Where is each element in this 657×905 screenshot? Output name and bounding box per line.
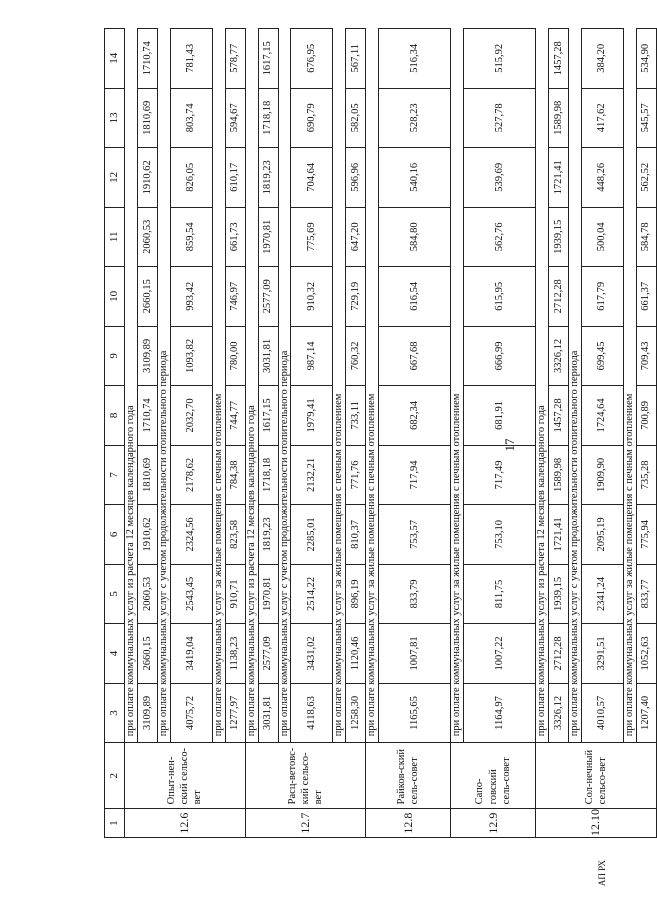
- rotated-table-wrapper: [104, 28, 652, 838]
- value-cell: 1617,15: [258, 386, 278, 446]
- value-cell: 717,49: [464, 445, 536, 505]
- data-row: [636, 29, 656, 838]
- value-cell: 2285,01: [291, 505, 333, 565]
- value-cell: 567,11: [346, 29, 366, 89]
- value-cell: 1939,15: [549, 564, 569, 624]
- value-cell: 4118,63: [291, 683, 333, 743]
- tariff-table: [104, 28, 657, 838]
- data-row: [291, 29, 333, 838]
- header-row: [105, 29, 125, 838]
- value-cell: 780,00: [225, 326, 245, 386]
- section-row: [125, 29, 138, 838]
- value-cell: 690,79: [291, 88, 333, 148]
- value-cell: 3326,12: [549, 683, 569, 743]
- value-cell: 1970,81: [258, 207, 278, 267]
- value-cell: 661,73: [225, 207, 245, 267]
- settlement-name: Сапо-говский сель-совет: [451, 743, 536, 809]
- column-header: 2: [105, 743, 125, 809]
- value-cell: 910,71: [225, 564, 245, 624]
- section-row: [158, 29, 171, 838]
- column-header: 10: [105, 267, 125, 327]
- data-row: [379, 29, 451, 838]
- value-cell: 3031,81: [258, 683, 278, 743]
- value-cell: 717,94: [379, 445, 451, 505]
- value-cell: 3109,89: [138, 326, 158, 386]
- value-cell: 1721,41: [549, 148, 569, 208]
- data-row: [170, 29, 212, 838]
- settlement-name: Райков-ский сель-совет: [366, 743, 451, 809]
- section-row: [245, 29, 258, 838]
- value-cell: 1819,23: [258, 505, 278, 565]
- column-header: 13: [105, 88, 125, 148]
- value-cell: 2660,15: [138, 624, 158, 684]
- value-cell: 1721,41: [549, 505, 569, 565]
- value-cell: 699,45: [581, 326, 623, 386]
- value-cell: 2514,22: [291, 564, 333, 624]
- value-cell: 2660,15: [138, 267, 158, 327]
- value-cell: 2060,53: [138, 207, 158, 267]
- section-row: [569, 29, 582, 838]
- data-row: [581, 29, 623, 838]
- value-cell: 1724,64: [581, 386, 623, 446]
- value-cell: 534,90: [636, 29, 656, 89]
- value-cell: 1138,23: [225, 624, 245, 684]
- value-cell: 744,77: [225, 386, 245, 446]
- value-cell: 1277,97: [225, 683, 245, 743]
- value-cell: 733,11: [346, 386, 366, 446]
- value-cell: 709,43: [636, 326, 656, 386]
- column-header: 12: [105, 148, 125, 208]
- value-cell: 596,96: [346, 148, 366, 208]
- section-row: [278, 29, 291, 838]
- value-cell: 1052,63: [636, 624, 656, 684]
- value-cell: 682,34: [379, 386, 451, 446]
- value-cell: 647,20: [346, 207, 366, 267]
- value-cell: 384,20: [581, 29, 623, 89]
- column-header: 1: [105, 809, 125, 838]
- value-cell: 1718,18: [258, 88, 278, 148]
- value-cell: 1007,81: [379, 624, 451, 684]
- column-header: 6: [105, 505, 125, 565]
- value-cell: 527,78: [464, 88, 536, 148]
- settlement-name: Расц-ветовс-кий сельсо-вет: [245, 743, 366, 809]
- value-cell: 2324,56: [170, 505, 212, 565]
- value-cell: 2132,21: [291, 445, 333, 505]
- value-cell: 823,58: [225, 505, 245, 565]
- value-cell: 1007,22: [464, 624, 536, 684]
- value-cell: 539,69: [464, 148, 536, 208]
- section-row: [366, 29, 379, 838]
- value-cell: 1457,28: [549, 29, 569, 89]
- value-cell: 811,75: [464, 564, 536, 624]
- value-cell: 584,78: [636, 207, 656, 267]
- value-cell: 1810,69: [138, 445, 158, 505]
- column-header: 7: [105, 445, 125, 505]
- value-cell: 1710,74: [138, 29, 158, 89]
- value-cell: 775,69: [291, 207, 333, 267]
- value-cell: 753,57: [379, 505, 451, 565]
- value-cell: 2543,45: [170, 564, 212, 624]
- value-cell: 500,04: [581, 207, 623, 267]
- value-cell: 3326,12: [549, 326, 569, 386]
- column-header: 3: [105, 683, 125, 743]
- section-heading: при оплате коммунальных услуг из расчета 12 месяцев календарного года: [125, 29, 138, 743]
- data-row: [464, 29, 536, 838]
- value-cell: 578,77: [225, 29, 245, 89]
- value-cell: 3031,81: [258, 326, 278, 386]
- value-cell: 681,91: [464, 386, 536, 446]
- value-cell: 784,38: [225, 445, 245, 505]
- value-cell: 1710,74: [138, 386, 158, 446]
- data-row: [549, 29, 569, 838]
- value-cell: 1718,18: [258, 445, 278, 505]
- value-cell: 896,19: [346, 564, 366, 624]
- row-code: 12.10: [536, 809, 657, 838]
- value-cell: 582,05: [346, 88, 366, 148]
- value-cell: 833,79: [379, 564, 451, 624]
- value-cell: 584,80: [379, 207, 451, 267]
- value-cell: 1939,15: [549, 207, 569, 267]
- value-cell: 803,74: [170, 88, 212, 148]
- value-cell: 3419,04: [170, 624, 212, 684]
- value-cell: 771,76: [346, 445, 366, 505]
- value-cell: 810,37: [346, 505, 366, 565]
- table-body: [105, 29, 657, 838]
- row-code: 12.9: [451, 809, 536, 838]
- value-cell: 2577,09: [258, 624, 278, 684]
- value-cell: 3431,02: [291, 624, 333, 684]
- value-cell: 594,67: [225, 88, 245, 148]
- value-cell: 661,37: [636, 267, 656, 327]
- value-cell: 987,14: [291, 326, 333, 386]
- section-heading: при оплате коммунальных услуг с учетом продолжительности отопительного периода: [158, 29, 171, 743]
- value-cell: 1093,82: [170, 326, 212, 386]
- footer-mark-rotated: АП РХ: [597, 859, 607, 887]
- section-row: [536, 29, 549, 838]
- data-row: [258, 29, 278, 838]
- section-heading: при оплате коммунальных услуг за жилые помещения с печным отоплением: [623, 29, 636, 743]
- section-heading: при оплате коммунальных услуг за жилые помещения с печным отоплением: [366, 29, 379, 743]
- section-row: [451, 29, 464, 838]
- value-cell: 1910,62: [138, 505, 158, 565]
- value-cell: 2060,53: [138, 564, 158, 624]
- value-cell: 1589,98: [549, 445, 569, 505]
- value-cell: 775,94: [636, 505, 656, 565]
- value-cell: 760,32: [346, 326, 366, 386]
- value-cell: 1810,69: [138, 88, 158, 148]
- value-cell: 448,26: [581, 148, 623, 208]
- value-cell: 729,19: [346, 267, 366, 327]
- column-header: 11: [105, 207, 125, 267]
- value-cell: 859,54: [170, 207, 212, 267]
- value-cell: 2341,24: [581, 564, 623, 624]
- section-heading: при оплате коммунальных услуг из расчета 12 месяцев календарного года: [536, 29, 549, 743]
- value-cell: 2577,09: [258, 267, 278, 327]
- value-cell: 676,95: [291, 29, 333, 89]
- value-cell: 753,10: [464, 505, 536, 565]
- value-cell: 781,43: [170, 29, 212, 89]
- value-cell: 1979,41: [291, 386, 333, 446]
- value-cell: 1165,65: [379, 683, 451, 743]
- value-cell: 910,32: [291, 267, 333, 327]
- value-cell: 735,28: [636, 445, 656, 505]
- column-header: 5: [105, 564, 125, 624]
- value-cell: 4075,72: [170, 683, 212, 743]
- value-cell: 540,16: [379, 148, 451, 208]
- row-code: 12.7: [245, 809, 366, 838]
- value-cell: 562,76: [464, 207, 536, 267]
- value-cell: 2095,19: [581, 505, 623, 565]
- value-cell: 993,42: [170, 267, 212, 327]
- value-cell: 1589,98: [549, 88, 569, 148]
- value-cell: 1207,40: [636, 683, 656, 743]
- data-row: [138, 29, 158, 838]
- value-cell: 1457,28: [549, 386, 569, 446]
- section-heading: при оплате коммунальных услуг за жилые помещения с печным отоплением: [451, 29, 464, 743]
- row-code: 12.8: [366, 809, 451, 838]
- value-cell: 1164,97: [464, 683, 536, 743]
- value-cell: 417,62: [581, 88, 623, 148]
- value-cell: 666,99: [464, 326, 536, 386]
- section-heading: при оплате коммунальных услуг с учетом продолжительности отопительного периода: [569, 29, 582, 743]
- column-header: 9: [105, 326, 125, 386]
- value-cell: 3291,51: [581, 624, 623, 684]
- value-cell: 826,05: [170, 148, 212, 208]
- value-cell: 2032,70: [170, 386, 212, 446]
- value-cell: 1120,46: [346, 624, 366, 684]
- value-cell: 515,92: [464, 29, 536, 89]
- section-row: [212, 29, 225, 838]
- value-cell: 516,34: [379, 29, 451, 89]
- data-row: [225, 29, 245, 838]
- section-heading: при оплате коммунальных услуг из расчета 12 месяцев календарного года: [245, 29, 258, 743]
- value-cell: 700,89: [636, 386, 656, 446]
- value-cell: 1909,90: [581, 445, 623, 505]
- value-cell: 1819,23: [258, 148, 278, 208]
- value-cell: 1910,62: [138, 148, 158, 208]
- column-header: 14: [105, 29, 125, 89]
- page-number-rotated: 17: [502, 438, 517, 452]
- value-cell: 667,68: [379, 326, 451, 386]
- value-cell: 528,23: [379, 88, 451, 148]
- value-cell: 2178,62: [170, 445, 212, 505]
- value-cell: 746,97: [225, 267, 245, 327]
- value-cell: 704,64: [291, 148, 333, 208]
- value-cell: 562,52: [636, 148, 656, 208]
- data-row: [346, 29, 366, 838]
- section-row: [623, 29, 636, 838]
- section-heading: при оплате коммунальных услуг с учетом продолжительности отопительного периода: [278, 29, 291, 743]
- section-row: [333, 29, 346, 838]
- value-cell: 1617,15: [258, 29, 278, 89]
- value-cell: 833,77: [636, 564, 656, 624]
- row-code: 12.6: [125, 809, 246, 838]
- settlement-name: Сол-нечный сельсо-вет: [536, 743, 657, 809]
- section-heading: при оплате коммунальных услуг за жилые помещения с печным отоплением: [212, 29, 225, 743]
- value-cell: 2712,28: [549, 624, 569, 684]
- value-cell: 3109,89: [138, 683, 158, 743]
- value-cell: 4010,57: [581, 683, 623, 743]
- section-heading: при оплате коммунальных услуг за жилые помещения с печным отоплением: [333, 29, 346, 743]
- settlement-name: Опыт-нен-ский сельсо-вет: [125, 743, 246, 809]
- value-cell: 1970,81: [258, 564, 278, 624]
- value-cell: 1258,30: [346, 683, 366, 743]
- value-cell: 2712,28: [549, 267, 569, 327]
- column-header: 4: [105, 624, 125, 684]
- value-cell: 610,17: [225, 148, 245, 208]
- value-cell: 616,54: [379, 267, 451, 327]
- value-cell: 545,57: [636, 88, 656, 148]
- value-cell: 615,95: [464, 267, 536, 327]
- column-header: 8: [105, 386, 125, 446]
- value-cell: 617,79: [581, 267, 623, 327]
